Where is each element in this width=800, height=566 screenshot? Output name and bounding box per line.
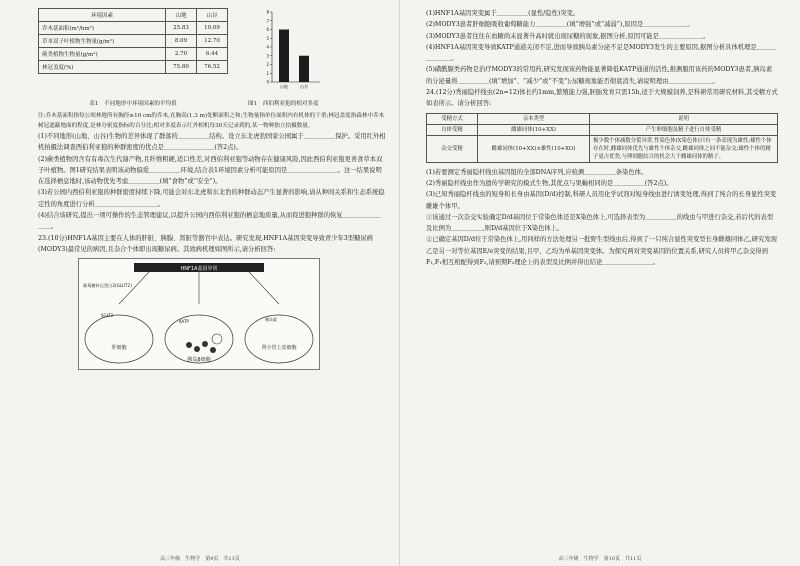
table1-header-cell: 山地 [166, 9, 197, 22]
note-paragraph: 注:乔木基面积指每公顷林地所有胸径≥10 cm的乔木,在胸高(1.3 m)处断面积之和;生物量指单位面积内有机体的干重;林冠盖度指森林中乔木树冠遮蔽地面的程度,是林分密度指标的百分比;相对多度表示红外相机每30天记录到的,某一物种独立拍摄数量。 [38, 113, 385, 129]
y-tick-label: 2 [266, 62, 269, 67]
figure2-top-label: 葡萄糖转运蛋白2(GLUT2) [83, 283, 132, 289]
table1-mountain: 75.80 [166, 61, 197, 74]
table-row [39, 48, 228, 61]
question-23-1: (1)HNF1A基因突变属于＿＿＿＿＿(显性/隐性)突变。 [426, 10, 580, 17]
table2-header [427, 113, 778, 124]
table1-factor: 蕨类植物生物量(g/m²) [39, 48, 166, 61]
question-24-intro: 24.(12分)秀丽隐杆线虫(2n=12)体长约1mm,繁殖能力强,胚胎发育只需15h,适于大规模饲养,是科研常用研究材料,其受精方式如表所示。请分析回答: [426, 89, 778, 108]
figure2-label-insulin: 胰岛素 [265, 317, 277, 323]
question-24-3b: ②已确定基因D/d位于常染色体上,用同样的方法处理另一批野生型线虫后,得到了一只纯合显性突变型长身雌雄同体乙,研究发现乙是另一对等位基因E/e突变的结果,且甲、乙均为单基因突变体。为探究两对突变基因的位置关系,研究人员将甲乙杂交得到F₁,F₁相互相配得到F₂,请预期F₂理论上的表型及比例并得出结论＿＿＿＿＿＿＿＿。 [426, 236, 777, 267]
question-23-4: (4)HNF1A基因突变导致KATP通道关闭不足,进而导致胰岛素分泌不足是MODY3发生的主要原因,据图分析具体机理是＿＿＿＿＿＿＿。 [426, 43, 776, 63]
figure2-cell-kidney: 肾小管上皮细胞 [261, 345, 297, 352]
question-23-5: (5)磺酰脲类药物是治疗MODY3的常用药,研究发现该药物能显著降低KATP通道的活性,推测服用该药的MODY3患者,胰岛素的分泌量将＿＿＿＿＿(填“增加”、“减少”或“不变”);尿糖现象能否彻底消失,请说明理由＿＿＿＿＿＿＿。 [426, 66, 773, 85]
table1-valley: 76.52 [197, 61, 228, 74]
table-row [39, 35, 228, 48]
right-page [400, 0, 800, 566]
table2-parent: 雌雄同体(10+XX)×雄性(10+XO) [478, 135, 590, 162]
table1-header-cell: 环境因素 [39, 9, 166, 22]
table1-factor: 乔木基面积(m²/hm²) [39, 22, 166, 35]
table-row [427, 124, 778, 135]
top-figures [38, 8, 386, 96]
table1-valley: 12.70 [197, 35, 228, 48]
y-tick-label: 6 [266, 27, 269, 32]
figure2-cell-islet: 胰岛β细胞 [187, 357, 211, 364]
question-24-2: (2)秀丽隐杆线虫作为遗传学研究的模式生物,其优点与果蝇相同的是＿＿＿＿＿(答2点)。 [426, 179, 673, 187]
y-tick-label: 8 [266, 9, 269, 15]
y-tick-label: 7 [266, 18, 269, 24]
y-tick-label: 1 [266, 70, 269, 76]
question-24-1: (1)若要测定秀丽隐杆线虫基因组的全部DNA序列,应检测＿＿＿＿＿条染色体。 [426, 168, 648, 176]
figure1-chart [256, 4, 326, 92]
left-footer: 高三年级 生物学 第9页 共11页 [160, 556, 240, 562]
y-tick-label: 4 [266, 44, 269, 50]
question-24-3: (3)已知秀丽隐杆线虫的短身和长身由基因(D/d)控制,科研人员用化学试剂对短身线虫进行诱变处理,得到了纯合的长身显性突变雌雄个体甲。 [426, 191, 777, 210]
table2-mode: 杂交受精 [427, 135, 478, 162]
question-24-3a: ①该通过一次杂交实验确定D/d基因位于常染色体还是X染色体上,可选择表型为＿＿＿＿＿的线虫与甲进行杂交,若后代的表型及比例为＿＿＿＿＿,则D/d基因位于X染色体上。 [426, 213, 774, 233]
table1-header [39, 9, 228, 22]
y-tick-label: 3 [266, 53, 269, 59]
question-1: (1)不同地形(山地、山谷)生物的差异体现了群落的＿＿＿＿＿结构。设立东北虎豹国家公园属于＿＿＿＿＿保护。采用红外相机拍摄法调查西伯利亚狍的种群密度的优点是＿＿＿＿＿＿＿＿(答2点)。 [38, 133, 386, 152]
question-23-2: (2)MODY3患者肝细胞吸收葡萄糖能力＿＿＿＿＿(填“增强”或“减弱”),原因是＿＿＿＿＿＿＿。 [426, 21, 694, 29]
question-4: (4)结合该研究,提出一项可操作的生态管理建议,以提升公园内西伯利亚狍的栖息地质量,从而促进狍种群的恢复＿＿＿＿＿＿＿＿。 [38, 212, 381, 231]
table1-header-cell: 山谷 [197, 9, 228, 22]
y-tick-label: 5 [266, 35, 269, 41]
table-row [39, 22, 228, 35]
question-23-3: (3)MODY3患者往往在血糖尚未显著升高时就出现尿糖的现象,据图分析,原因可能是＿＿＿＿＿＿＿。 [426, 32, 710, 40]
figure1-block [256, 4, 326, 96]
table1-caption: 表1 不同地形中环境因素的平均值 [89, 101, 177, 107]
table1-mountain: 25.83 [166, 22, 197, 35]
table1-block [38, 8, 228, 74]
bar [299, 56, 309, 82]
figure2-cell-liver: 肝细胞 [111, 345, 127, 352]
table2-desc: 产生卵细胞及精子进行自体受精 [590, 124, 778, 135]
table-row [427, 135, 778, 162]
table-row [39, 61, 228, 74]
table1 [38, 8, 228, 74]
y-tick-label: 0 [266, 79, 269, 85]
figure2-label-sglt2: SGLT2 [101, 313, 114, 319]
table1-mountain: 8.09 [166, 35, 197, 48]
figure2-gene-label: HNF1A基因异常 [180, 266, 218, 273]
table1-valley: 6.44 [197, 48, 228, 61]
table1-mountain: 2.70 [166, 48, 197, 61]
figure1-caption: 图1 西伯利亚狍的相对多度 [248, 101, 319, 107]
right-footer: 高三年级 生物学 第10页 共11页 [558, 556, 642, 562]
figure2-label-katp: KATP [179, 319, 189, 325]
question-2: (2)蕨类植物因含有有毒次生代谢产物,且纤维粗硬,适口性差,对西伯利亚狍等动物存在健康风险,因此西伯利亚狍更喜食草本双子叶植物。图1研究结果表明该动物偏爱＿＿＿＿＿环境,结合表1环境因素分析可能原因是＿＿＿＿＿＿＿＿。这一结果说明在选择栖息地时,该动物优先考虑＿＿＿＿＿(填“食物”或“安全”)。 [38, 155, 383, 186]
table1-factor: 草本双子叶植物生物量(g/m²) [39, 35, 166, 48]
table2-desc: 极少数个体减数分裂异常,性染色体(X染色体)只有一条表现为雄性;雄性个体存在时,雌雄同体优先与雄性个体杂交,雌雄同体之间不能杂交;雄性个体的精子更占优势,与卵细胞结合的机会大于雌雄同体的精子。 [590, 135, 778, 162]
question-23-intro: 23.(10分)HNF1A基因主要在人体的肝脏、胰腺、肾脏等器官中表达。研究发现,HNF1A基因突变导致青少年3型糖尿病(MODY3)最常见的病因,且杂合个体即出现糖尿病。其致病机理如图所示,请分析回答: [38, 234, 373, 253]
table2-header-cell: 受精方式 [427, 113, 478, 124]
x-tick-label: 山地 [280, 84, 288, 89]
table2-header-cell: 说明 [590, 113, 778, 124]
table2-parent: 雌雄同体(10+XX) [478, 124, 590, 135]
bar [279, 30, 289, 83]
x-tick-label: 山谷 [300, 84, 308, 89]
table2-header-cell: 亲本类型 [478, 113, 590, 124]
figure2-diagram [79, 259, 319, 369]
table2-mode: 自体受精 [427, 124, 478, 135]
question-3: (3)若公园内西伯利亚狍的种群密度持续下降,可能会对东北虎和东北豹的种群动态产生显著的影响,请从种间关系和生态系统稳定性的角度进行分析＿＿＿＿＿＿＿＿＿＿。 [38, 189, 385, 208]
table2 [426, 113, 778, 163]
table1-valley: 19.09 [197, 22, 228, 35]
captions-row [38, 96, 386, 111]
figure2-mechanism [78, 258, 320, 370]
table1-factor: 林冠盖度(%) [39, 61, 166, 74]
